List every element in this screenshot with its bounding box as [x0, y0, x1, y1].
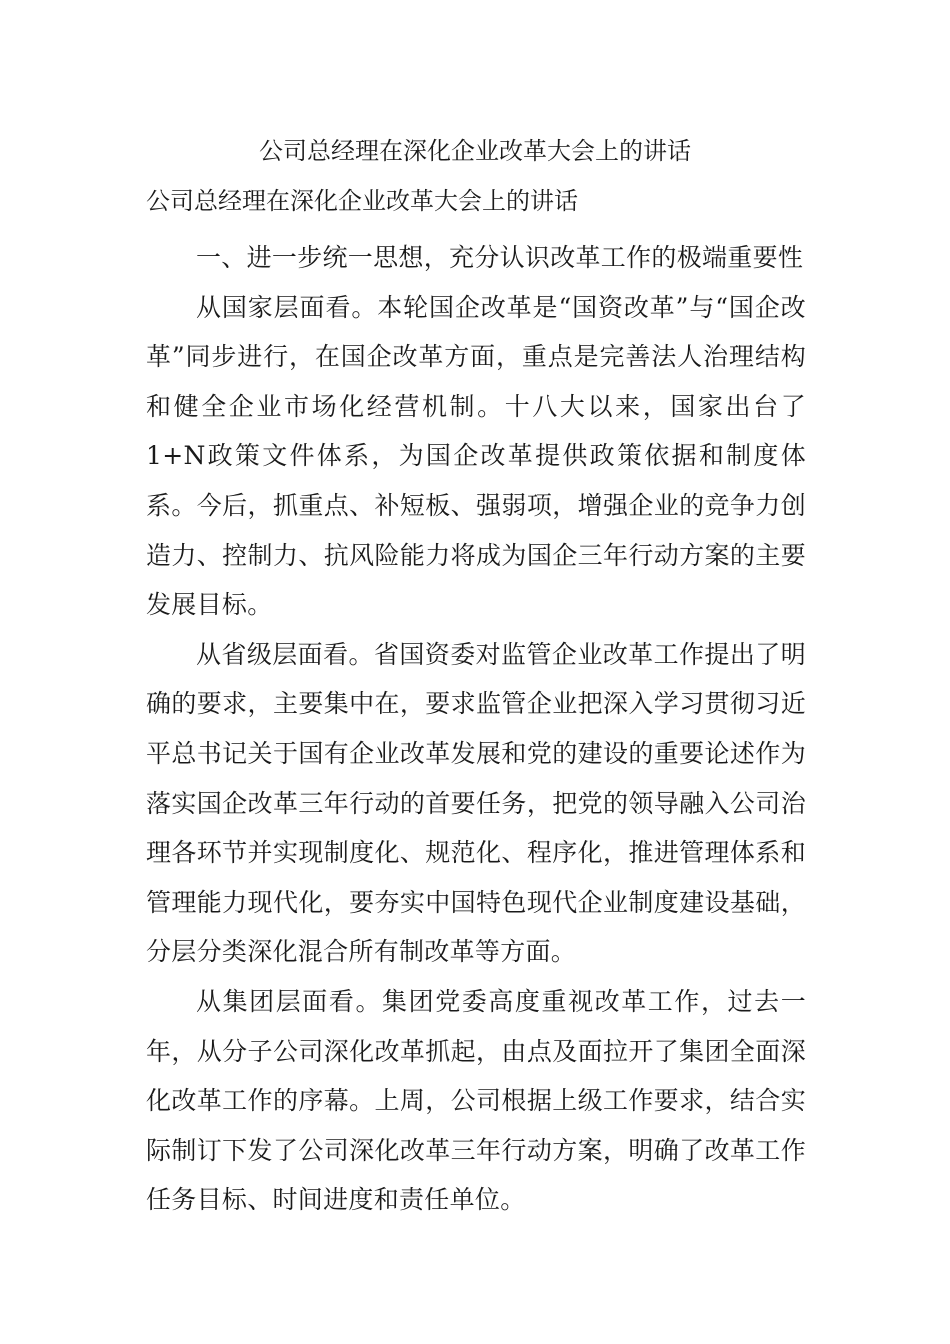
document-title: 公司总经理在深化企业改革大会上的讲话 — [259, 137, 691, 165]
section-heading: 一、进一步统一思想，充分认识改革工作的极端重要性 — [196, 243, 804, 272]
document-body — [146, 233, 806, 1225]
paragraph-group-level: 从集团层面看。集团党委高度重视改革工作，过去一年，从分子公司深化改革抓起，由点及面拉开了集团全面深化改革工作的序幕。上周，公司根据上级工作要求，结合实际制订下发了公司深化改革三年行动方案，明确了改革工作任务目标、时间进度和责任单位。 — [146, 986, 806, 1215]
document-subtitle: 公司总经理在深化企业改革大会上的讲话 — [146, 187, 578, 215]
paragraph-national-level: 从国家层面看。本轮国企改革是“国资改革”与“国企改革”同步进行，在国企改革方面，重点是完善法人治理结构和健全企业市场化经营机制。十八大以来，国家出台了1+N政策文件体系，为国企改革提供政策依据和制度体系。今后，抓重点、补短板、强弱项，增强企业的竞争力创造力、控制力、抗风险能力将成为国企三年行动方案的主要发展目标。 — [146, 292, 806, 620]
paragraph-provincial-level: 从省级层面看。省国资委对监管企业改革工作提出了明确的要求，主要集中在，要求监管企业把深入学习贯彻习近平总书记关于国有企业改革发展和党的建设的重要论述作为落实国企改革三年行动的首要任务，把党的领导融入公司治理各环节并实现制度化、规范化、程序化，推进管理体系和管理能力现代化，要夯实中国特色现代企业制度建设基础，分层分类深化混合所有制改革等方面。 — [146, 639, 806, 967]
